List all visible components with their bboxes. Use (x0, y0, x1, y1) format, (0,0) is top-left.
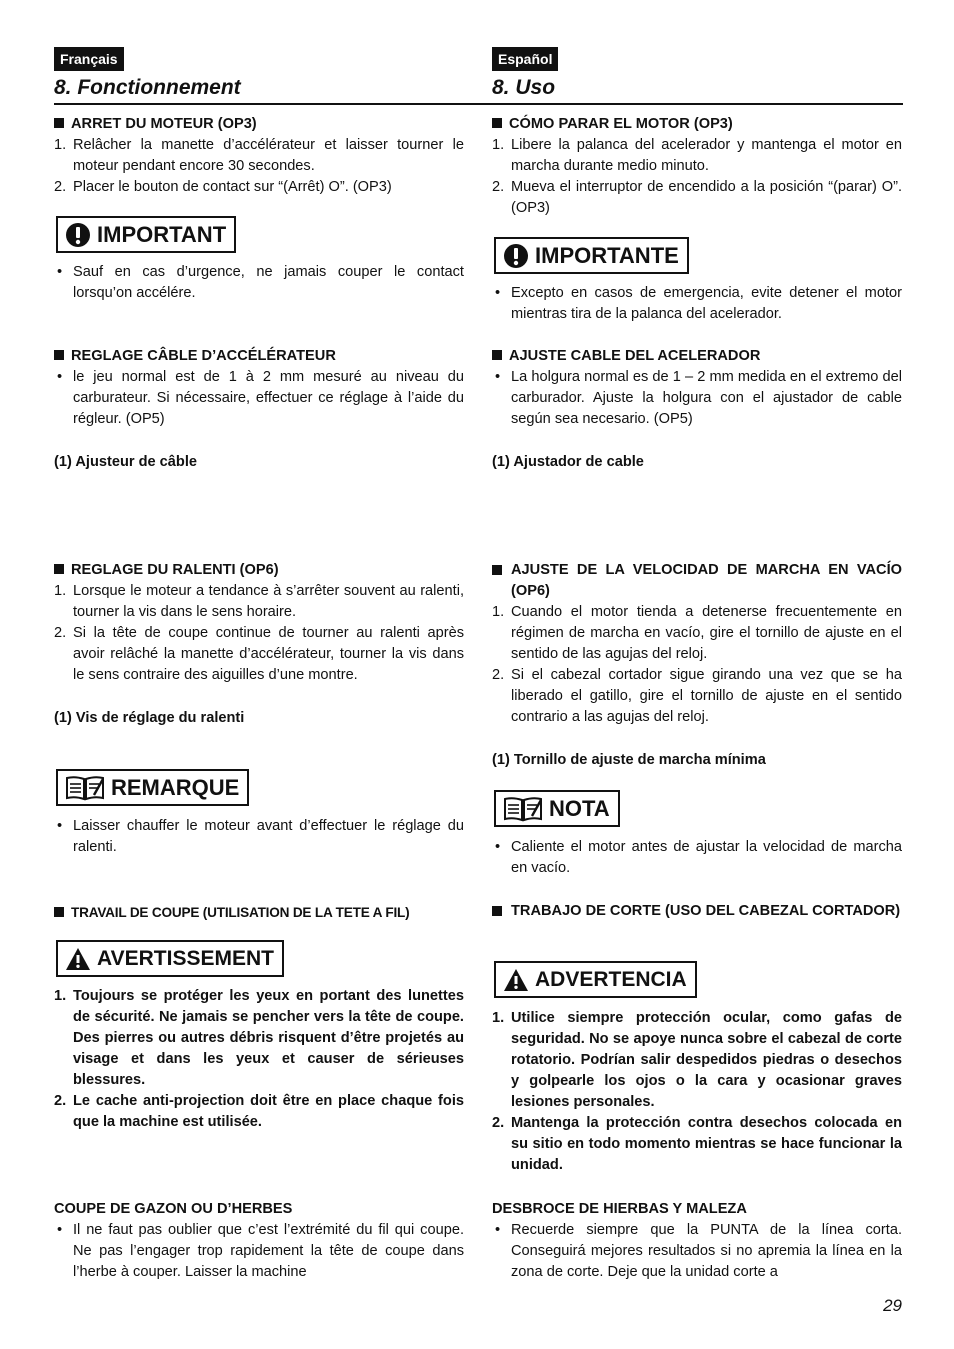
square-bullet-icon (54, 907, 64, 917)
list-item: • Recuerde siempre que la PUNTA de la línea corta. Conseguirá mejores resultados si no apremia la línea en la zona de corte. Deje que la unidad corte a (495, 1222, 902, 1280)
list-item: • Il ne faut pas oublier que c’est l’extrémité du fil qui coupe. Ne pas l’engager trop rapidement la tête de coupe dans l’herbe à couper. Laisser la machine (57, 1222, 464, 1280)
fr-stop-heading: ARRET DU MOTEUR (OP3) (54, 114, 464, 135)
square-bullet-icon (492, 906, 502, 916)
exclamation-icon (503, 243, 529, 269)
fr-note-box: REMARQUE (56, 769, 249, 806)
square-bullet-icon (492, 118, 502, 128)
es-stop-heading: CÓMO PARAR EL MOTOR (OP3) (492, 114, 902, 135)
section-title-spanish: 8. Uso (492, 76, 556, 99)
es-note-box: NOTA (494, 790, 620, 827)
fr-idle-caption: (1) Vis de réglage du ralenti (54, 710, 245, 726)
list-item: 1. Utilice siempre protección ocular, como gafas de seguridad. No se apoye nunca sobre el cabezal de corte rotatorio. Podrían salir despedidos piedras o desechos y golpearle los ojos o la cara y ocasionar graves lesiones personales. (492, 1010, 902, 1110)
fr-idle (54, 560, 464, 729)
list-item: 2. Placer le bouton de contact sur “(Arrêt) O”. (OP3) (54, 179, 392, 195)
fr-important-text (54, 262, 464, 304)
language-tab-spanish: Español (492, 47, 558, 71)
fr-cable-caption: (1) Ajusteur de câble (54, 454, 198, 470)
es-grass (492, 1199, 902, 1283)
es-idle-caption: (1) Tornillo de ajuste de marcha mínima (492, 752, 766, 768)
list-item: • le jeu normal est de 1 à 2 mm mesuré au niveau du carburateur. Si nécessaire, effectuer ce réglage à l’aide du régleur. (OP5) (57, 369, 464, 427)
list-item: 1. Cuando el motor tienda a detenerse frecuentemente en régimen de marcha en vacío, gire el tornillo de ajuste en el sentido de las agujas del reloj. (492, 604, 902, 662)
list-item: 2. Le cache anti-projection doit être en place chaque fois que la machine est utilisée. (54, 1093, 464, 1130)
warning-triangle-icon (503, 968, 529, 992)
list-item: 1. Lorsque le moteur a tendance à s’arrêter souvent au ralenti, tourner la vis dans le sens horaire. (54, 583, 464, 620)
es-cut (492, 901, 902, 922)
list-item: 2. Mueva el interruptor de encendido a la posición “(parar) O”. (OP3) (492, 179, 902, 216)
es-cable-heading: AJUSTE CABLE DEL ACELERADOR (492, 346, 902, 367)
fr-warning-text (54, 986, 464, 1133)
square-bullet-icon (492, 565, 502, 575)
fr-cut-heading: TRAVAIL DE COUPE (UTILISATION DE LA TETE A FIL) (54, 902, 464, 923)
list-item: • Laisser chauffer le moteur avant d’effectuer le réglage du ralenti. (57, 818, 464, 855)
square-bullet-icon (54, 564, 64, 574)
list-item: 1. Libere la palanca del acelerador y mantenga el motor en marcha durante medio minuto. (492, 137, 902, 174)
es-grass-heading: DESBROCE DE HIERBAS Y MALEZA (492, 1201, 747, 1217)
list-item: 1. Toujours se protéger les yeux en portant des lunettes de sécurité. Ne jamais se pencher vers la tête de coupe. Des pierres ou autres débris risquent d’être projetés au visage et dans les yeux et causer de sérieuses blessures. (54, 988, 464, 1088)
es-idle-heading: AJUSTE DE LA VELOCIDAD DE MARCHA EN VACÍO (OP6) (492, 560, 902, 602)
square-bullet-icon (54, 118, 64, 128)
es-important-text (492, 283, 902, 325)
list-item: • La holgura normal es de 1 – 2 mm medida en el extremo del carburador. Ajuste la holgura con el ajustador de cable según sea necesario. (OP5) (495, 369, 902, 427)
fr-cable (54, 346, 464, 473)
fr-stop-engine (54, 114, 464, 198)
page-number: 29 (883, 1296, 902, 1315)
fr-warning-box: AVERTISSEMENT (56, 940, 284, 977)
section-title-french: 8. Fonctionnement (54, 76, 241, 99)
fr-important-box: IMPORTANT (56, 216, 236, 253)
notebook-icon (503, 796, 543, 822)
es-important-box: IMPORTANTE (494, 237, 689, 274)
es-stop-engine (492, 114, 902, 219)
list-item: 1. Relâcher la manette d’accélérateur et laisser tourner le moteur pendant encore 30 secondes. (54, 137, 464, 174)
fr-idle-heading: REGLAGE DU RALENTI (OP6) (54, 560, 464, 581)
exclamation-icon (65, 222, 91, 248)
fr-cut (54, 902, 464, 923)
list-item: 2. Si la tête de coupe continue de tourner au ralenti après avoir relâché la manette d’accélérateur, tourner la vis dans le sens contraire des aiguilles d’une montre. (54, 625, 464, 683)
list-item: 2. Si el cabezal cortador sigue girando una vez que se ha liberado el gatillo, gire el tornillo de ajuste en el sentido contrario a las agujas del reloj. (492, 667, 902, 725)
es-note-text (492, 837, 902, 879)
fr-cable-heading: REGLAGE CÂBLE D’ACCÉLÉRATEUR (54, 346, 464, 367)
list-item: • Caliente el motor antes de ajustar la velocidad de marcha en vacío. (495, 839, 902, 876)
fr-note-text (54, 816, 464, 858)
es-warning-box: ADVERTENCIA (494, 961, 697, 998)
es-cable-caption: (1) Ajustador de cable (492, 454, 644, 470)
list-item: 2. Mantenga la protección contra desechos colocada en su sitio en todo momento mientras se hace funcionar la unidad. (492, 1115, 902, 1173)
es-cable (492, 346, 902, 473)
language-tab-french: Français (54, 47, 124, 71)
list-item: • Sauf en cas d’urgence, ne jamais couper le contact lorsqu’on accélére. (57, 264, 464, 301)
es-cut-heading: TRABAJO DE CORTE (USO DEL CABEZAL CORTADOR) (492, 901, 902, 922)
warning-triangle-icon (65, 947, 91, 971)
fr-grass (54, 1199, 464, 1283)
square-bullet-icon (492, 350, 502, 360)
notebook-icon (65, 775, 105, 801)
square-bullet-icon (54, 350, 64, 360)
fr-grass-heading: COUPE DE GAZON OU D’HERBES (54, 1201, 293, 1217)
header-rule (54, 103, 903, 105)
list-item: • Excepto en casos de emergencia, evite detener el motor mientras tira de la palanca del acelerador. (495, 285, 902, 322)
es-warning-text (492, 1008, 902, 1176)
es-idle (492, 560, 902, 771)
